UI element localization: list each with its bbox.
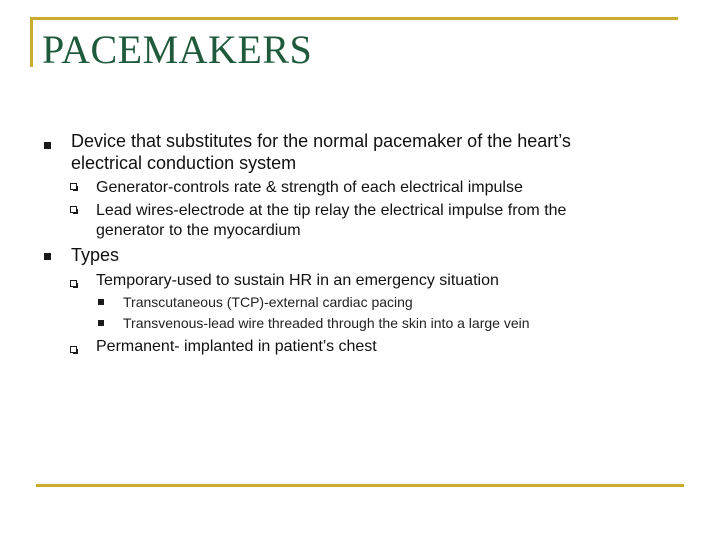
sub-sub-bullet-transcutaneous: Transcutaneous (TCP)-external cardiac pacing (123, 294, 413, 310)
sub-bullet-temporary: Temporary-used to sustain HR in an emergency situation (96, 272, 499, 289)
sub-bullet-lead-wires-line1: Lead wires-electrode at the tip relay the electrical impulse from the (96, 202, 567, 219)
hollow-square-bullet-icon (70, 280, 77, 287)
small-square-bullet-icon (98, 320, 104, 326)
hollow-square-bullet-icon (70, 183, 77, 190)
bullet-device-line2: electrical conduction system (71, 153, 297, 173)
sub-sub-bullet-transvenous: Transvenous-lead wire threaded through the skin into a large vein (123, 315, 530, 331)
square-bullet-icon (44, 253, 51, 260)
hollow-square-bullet-icon (70, 346, 77, 353)
small-square-bullet-icon (98, 299, 104, 305)
bullet-device-line1: Device that substitutes for the normal pacemaker of the heart’s (71, 131, 571, 151)
sub-bullet-lead-wires-line2: generator to the myocardium (96, 222, 301, 239)
square-bullet-icon (44, 142, 51, 149)
sub-bullet-generator: Generator-controls rate & strength of each electrical impulse (96, 179, 523, 196)
hollow-square-bullet-icon (70, 206, 77, 213)
sub-bullet-permanent: Permanent- implanted in patient’s chest (96, 338, 377, 355)
bullet-types: Types (71, 245, 120, 265)
slide-title: PACEMAKERS (42, 27, 313, 72)
